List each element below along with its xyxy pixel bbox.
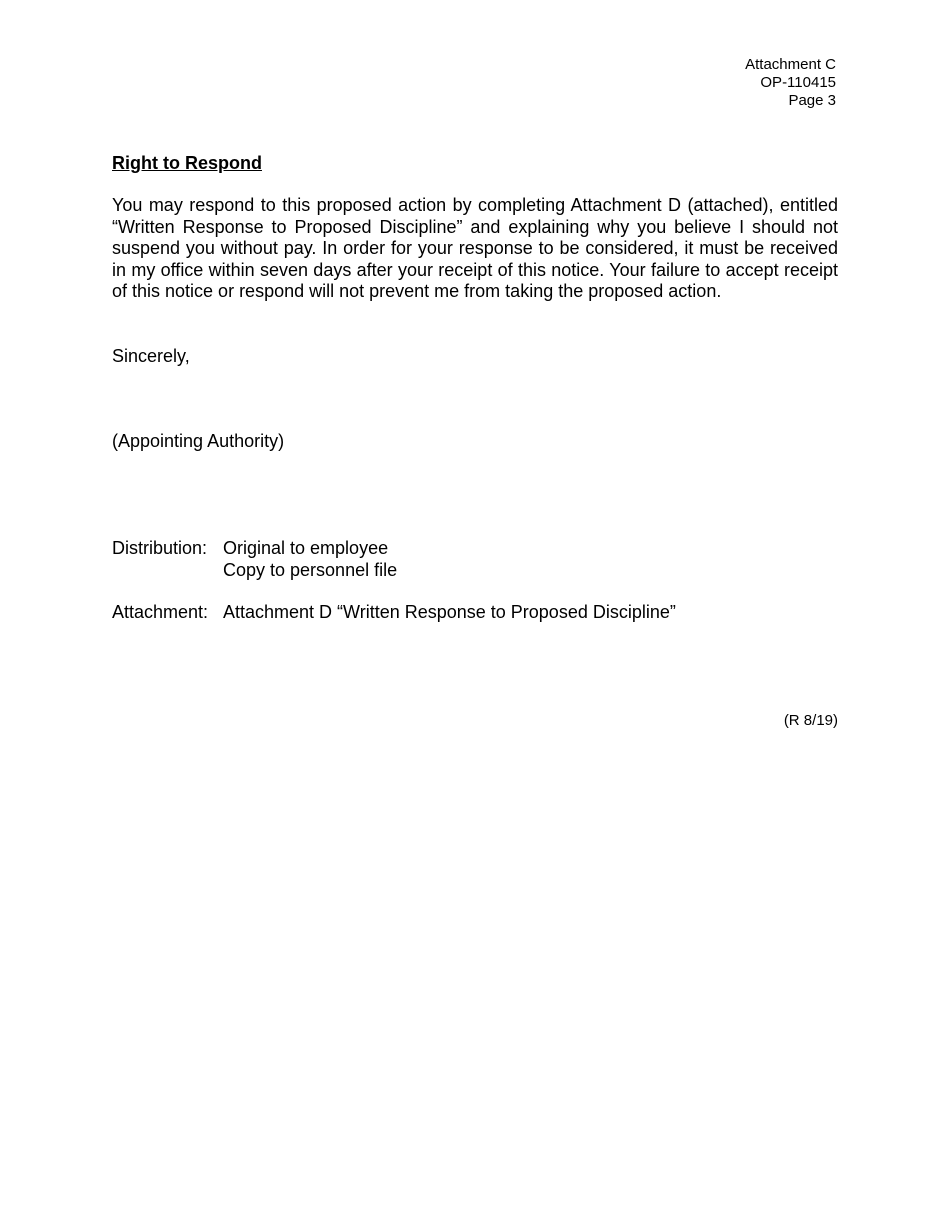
body-paragraph: You may respond to this proposed action by completing Attachment D (attached), entitled “Written Response to Proposed Discipline” and explaining why you believe I should not suspend you without pay. In order for your response to be considered, it must be received in my office within seven days after your receipt of this notice. Your failure to accept receipt of this notice or respond will not prevent me from taking the proposed action. [112,195,838,301]
document-code: OP-110415 [760,74,836,91]
section-heading: Right to Respond [112,153,262,173]
distribution-label: Distribution: [112,538,208,558]
distribution-list [223,538,397,581]
distribution-block [112,538,397,581]
attachment-block [112,602,676,624]
page-number: Page 3 [788,92,836,109]
attachment-value [223,602,676,624]
attachment-label: Attachment C [745,56,836,73]
closing-salutation: Sincerely, [112,346,190,366]
revision-code: (R 8/19) [783,712,838,729]
attachment-label-field: Attachment: [112,602,209,622]
signatory: (Appointing Authority) [112,431,285,451]
page-header [745,56,836,110]
attachment-description: Attachment D “Written Response to Proposed Discipline” [223,602,676,622]
distribution-item: Original to employee [223,538,389,558]
distribution-item: Copy to personnel file [223,559,398,580]
